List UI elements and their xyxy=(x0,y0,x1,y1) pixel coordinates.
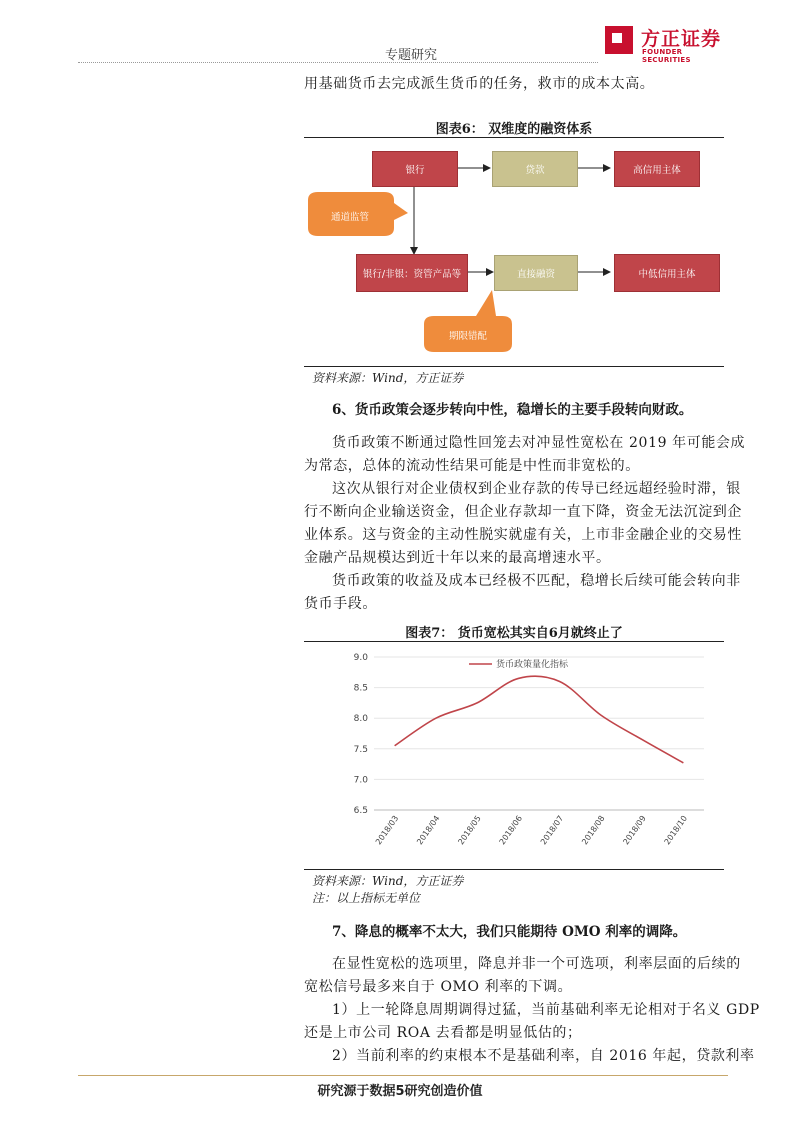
figure6-title: 图表6： 双维度的融资体系 xyxy=(435,122,593,137)
figure7-note: 注：以上指标无单位 xyxy=(312,891,421,905)
x-tick-label: 2018/10 xyxy=(662,813,690,847)
node-direct-finance: 直接融资 xyxy=(494,255,578,291)
node-bank: 银行 xyxy=(372,151,458,187)
footer-slogan: 研究源于数据5研究创造价值 xyxy=(317,1084,483,1099)
section6-line-5: 业体系。这与资金的主动性脱实就虚有关，上市非金融企业的交易性 xyxy=(304,527,742,543)
y-tick-label: 7.5 xyxy=(353,744,368,755)
node-bank-nonbank: 银行/非银：资管产品等 xyxy=(356,254,468,292)
section6-line-1: 货币政策不断通过隐性回笼去对冲显性宽松在 2019 年可能会成 xyxy=(332,435,746,451)
section7-line-1: 在显性宽松的选项里，降息并非一个可选项，利率层面的后续的 xyxy=(332,956,741,972)
node-maturity-mismatch: 期限错配 xyxy=(448,331,487,342)
y-tick-label: 6.5 xyxy=(353,806,368,816)
logo-chinese-name: 方正证券 xyxy=(641,28,722,50)
section6-line-7: 货币政策的收益及成本已经极不匹配，稳增长后续可能会转向非 xyxy=(332,573,741,589)
figure6-top-rule xyxy=(304,137,724,138)
legend-label: 货币政策量化指标 xyxy=(496,660,569,670)
section6-heading: 6、货币政策会逐步转向中性，稳增长的主要手段转向财政。 xyxy=(332,402,693,418)
x-tick-label: 2018/08 xyxy=(580,813,607,847)
x-tick-label: 2018/05 xyxy=(456,813,483,847)
founder-logo xyxy=(605,24,730,64)
section6-line-8: 货币手段。 xyxy=(304,596,377,612)
header-title: 专题研究 xyxy=(385,48,438,63)
x-tick-label: 2018/03 xyxy=(373,813,401,847)
section6-line-6: 金融产品规模达到近十年以来的最高增速水平。 xyxy=(304,550,611,566)
section7-line-3: 1）上一轮降息周期调得过猛，当前基础利率无论相对于名义 GDP xyxy=(332,1002,760,1018)
figure7-line-chart xyxy=(304,645,724,867)
node-channel-regulation: 通道监管 xyxy=(330,212,369,223)
footer-divider xyxy=(78,1075,728,1076)
section7-heading: 7、降息的概率不太大，我们只能期待 OMO 利率的调降。 xyxy=(332,924,687,940)
section6-line-4: 行不断向企业输送资金，但企业存款却一直下降，资金无法沉淀到企 xyxy=(304,504,742,520)
header-divider xyxy=(78,62,598,63)
section6-line-3: 这次从银行对企业债权到企业存款的传导已经远超经验时滞，银 xyxy=(332,481,741,497)
y-tick-label: 8.5 xyxy=(353,683,368,694)
x-tick-label: 2018/07 xyxy=(538,813,566,847)
x-tick-label: 2018/09 xyxy=(621,813,648,847)
node-mid-low-credit: 中低信用主体 xyxy=(614,254,720,292)
y-tick-label: 7.0 xyxy=(353,775,368,786)
logo-mark-icon xyxy=(605,26,633,54)
section7-line-4: 还是上市公司 ROA 去看都是明显低估的； xyxy=(304,1025,582,1041)
logo-english-name: FOUNDER SECURITIES xyxy=(642,48,691,64)
figure7-top-rule xyxy=(304,641,724,642)
intro-line: 用基础货币去完成派生货币的任务，救市的成本太高。 xyxy=(304,76,655,92)
x-tick-label: 2018/06 xyxy=(497,813,525,847)
figure6-source: 资料来源：Wind，方正证券 xyxy=(312,371,464,385)
series-line-monetary-index xyxy=(395,676,684,763)
figure7-source: 资料来源：Wind，方正证券 xyxy=(312,874,464,888)
node-loan: 贷款 xyxy=(492,151,578,187)
figure7-title: 图表7： 货币宽松其实自6月就终止了 xyxy=(405,626,623,641)
figure6-bottom-rule xyxy=(304,366,724,367)
section7-line-5: 2）当前利率的约束根本不是基础利率，自 2016 年起，贷款利率 xyxy=(332,1048,755,1064)
section6-line-2: 为常态，总体的流动性结果可能是中性而非宽松的。 xyxy=(304,458,640,474)
x-tick-label: 2018/04 xyxy=(415,813,442,847)
y-tick-label: 8.0 xyxy=(353,714,368,725)
section7-line-2: 宽松信号最多来自于 OMO 利率的下调。 xyxy=(304,979,573,995)
y-tick-label: 9.0 xyxy=(353,653,368,663)
figure7-bottom-rule xyxy=(304,869,724,870)
node-high-credit: 高信用主体 xyxy=(614,151,700,187)
